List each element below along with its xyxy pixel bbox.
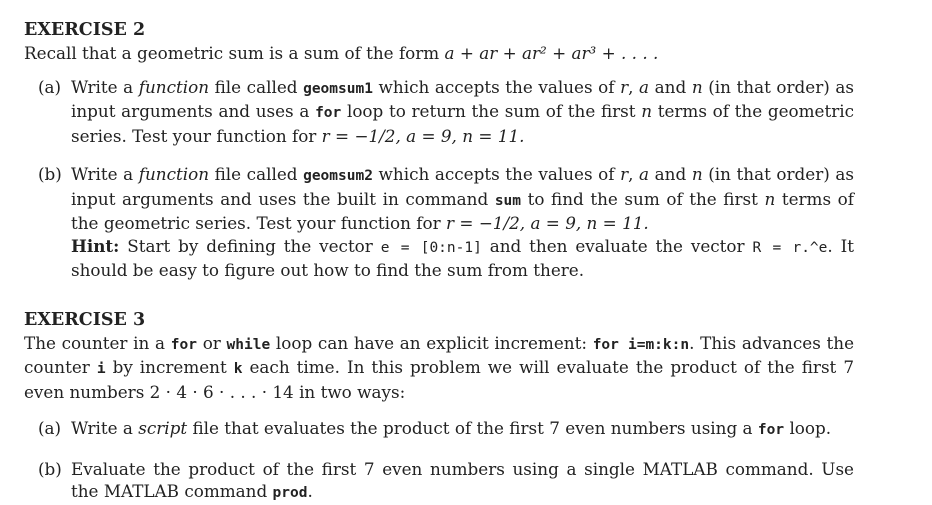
- page-content: [24, 19, 854, 505]
- text: by increment: [105, 357, 234, 377]
- geometric-sum-formula: a + ar + ar² + ar³ + . . . .: [444, 43, 659, 63]
- math-var: a: [639, 164, 650, 184]
- part-label: (a): [38, 418, 62, 438]
- text: which accepts the values of: [372, 76, 621, 97]
- text: The counter in a: [24, 332, 171, 353]
- code-for: for: [170, 336, 197, 353]
- code-for: for: [757, 422, 785, 438]
- text: file called: [209, 76, 304, 97]
- text: (in that order) as input arguments and uses the built in command: [71, 164, 855, 209]
- math-var: n: [641, 101, 653, 121]
- text: Evaluate the product of the first 7 even numbers using a single MATLAB command. Use the MATLAB command: [71, 458, 854, 501]
- text: Write a: [71, 76, 139, 97]
- part-label: (a): [38, 76, 62, 97]
- test-values: r = −1/2, a = 9, n = 11.: [445, 213, 649, 233]
- text: to find the sum of the first: [521, 188, 765, 209]
- text: (in that order) as input arguments and uses a: [71, 76, 855, 121]
- hint-label: Hint:: [71, 235, 120, 256]
- text: ,: [628, 76, 640, 97]
- exercise-2-part-b: [24, 163, 854, 282]
- text: Write a: [71, 418, 139, 438]
- text: terms of the geometric series. Test your function for: [71, 101, 854, 146]
- exercise-2-title: EXERCISE 2: [24, 20, 146, 40]
- math-var: r: [620, 76, 629, 97]
- text: ,: [628, 164, 640, 184]
- text: in two ways:: [293, 381, 406, 402]
- emphasis: function: [138, 164, 209, 184]
- text: file called: [209, 164, 304, 184]
- exercise-3-title: EXERCISE 3: [24, 309, 146, 330]
- math-var: r: [620, 164, 629, 184]
- exercise-3-part-a: [24, 417, 854, 442]
- exercise-2-part-a: [24, 76, 854, 148]
- test-values: r = −1/2, a = 9, n = 11.: [321, 125, 525, 146]
- text: which accepts the values of: [372, 164, 621, 184]
- text: . It should be easy to figure out how to find the sum from there.: [71, 235, 854, 280]
- intro-text: Recall that a geometric sum is a sum of the form: [24, 43, 445, 63]
- text: and: [649, 164, 692, 184]
- math-var: n: [691, 76, 703, 97]
- code-geomsum2: geomsum2: [303, 168, 373, 184]
- text: Write a: [71, 164, 139, 184]
- product-expression: 2 · 4 · 6 · . . . · 14: [149, 381, 294, 402]
- text: loop can have an explicit increment:: [270, 332, 593, 353]
- code-k: k: [233, 361, 243, 377]
- math-var: a: [639, 76, 650, 97]
- text: and then evaluate the vector: [481, 235, 753, 256]
- text: terms of the geometric series. Test your function for: [71, 188, 854, 233]
- math-var: n: [691, 164, 703, 184]
- code-R-vector: R = r.^e: [752, 239, 828, 256]
- text: and: [649, 76, 692, 97]
- part-label: (b): [38, 164, 62, 184]
- part-label: (b): [38, 458, 62, 479]
- code-for-loop: for i=m:k:n: [592, 336, 690, 353]
- emphasis: function: [138, 76, 209, 97]
- text: .: [307, 481, 313, 501]
- code-sum: sum: [494, 192, 522, 209]
- math-var: n: [764, 188, 776, 209]
- text: Start by defining the vector: [119, 235, 381, 256]
- emphasis: script: [138, 418, 188, 438]
- text: each time. In this problem we will evaluate the product of the first 7 even numbers: [24, 357, 854, 402]
- exercise-3-intro: [24, 332, 854, 404]
- code-for: for: [315, 105, 342, 121]
- text: loop to return the sum of the first: [341, 101, 642, 121]
- text: loop.: [784, 418, 832, 438]
- text: . This advances the counter: [24, 332, 855, 377]
- code-e-vector: e = [0:n-1]: [380, 239, 482, 256]
- code-geomsum1: geomsum1: [303, 80, 373, 97]
- code-prod: prod: [272, 485, 308, 501]
- exercise-3-part-b: [24, 458, 854, 505]
- code-i: i: [96, 361, 106, 377]
- text: or: [196, 332, 227, 353]
- text: file that evaluates the product of the first 7 even numbers using a: [187, 418, 758, 438]
- exercise-2-intro: [24, 42, 854, 65]
- code-while: while: [226, 336, 271, 353]
